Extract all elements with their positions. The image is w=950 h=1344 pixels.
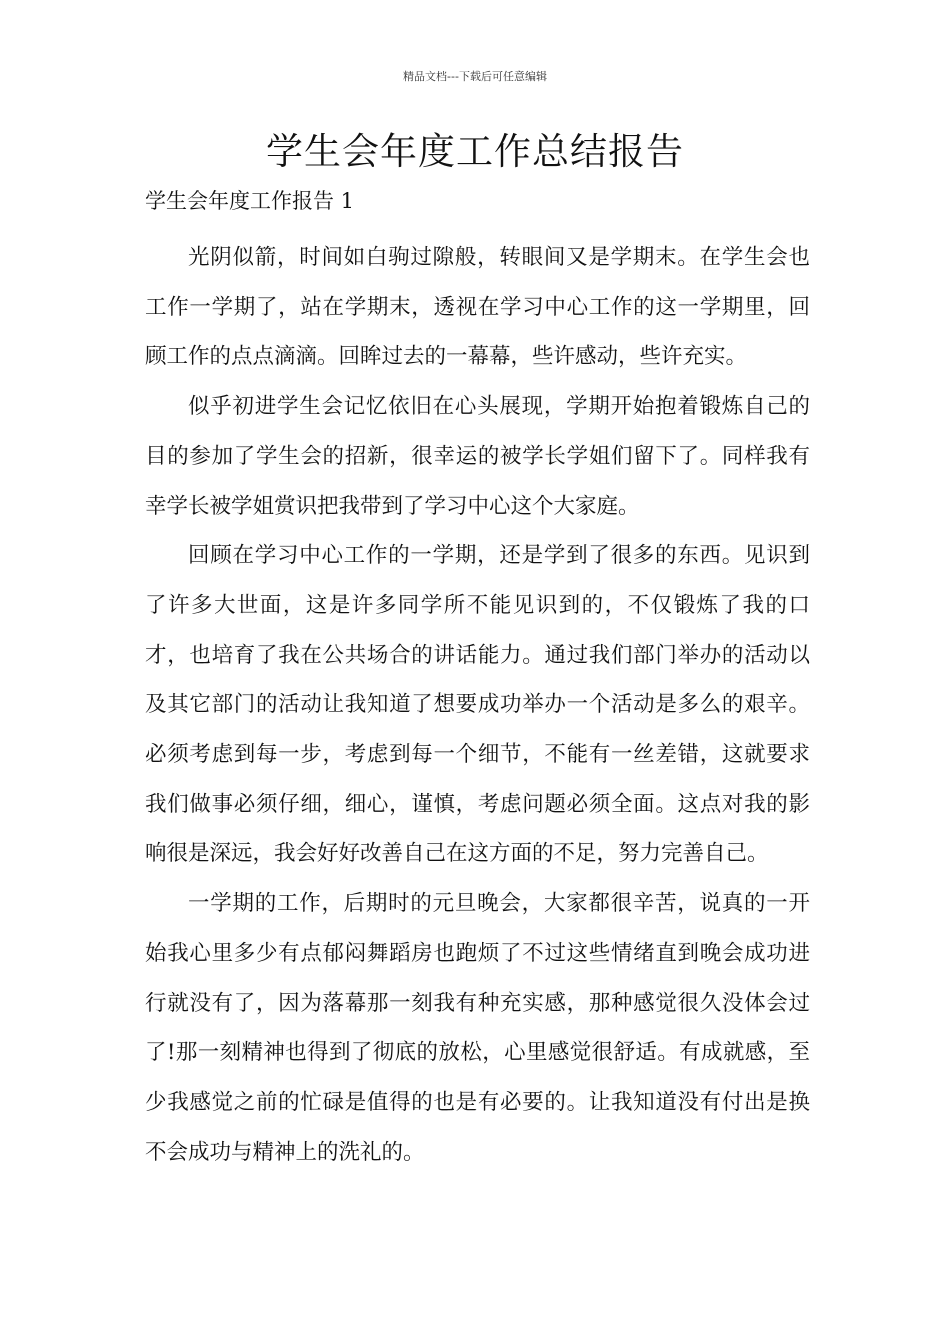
paragraph: 回顾在学习中心工作的一学期，还是学到了很多的东西。见识到了许多大世面，这是许多同学所不能见识到的，不仅锻炼了我的口才，也培育了我在公共场合的讲话能力。通过我们部门举办的活动以及其它部门的活动让我知道了想要成功举办一个活动是多么的艰辛。必须考虑到每一步，考虑到每一个细节，不能有一丝差错，这就要求我们做事必须仔细，细心，谨慎，考虑问题必须全面。这点对我的影响很是深远，我会好好改善自己在这方面的不足，努力完善自己。 — [145, 543, 810, 867]
paragraph: 一学期的工作，后期时的元旦晚会，大家都很辛苦，说真的一开始我心里多少有点郁闷舞蹈房也跑烦了不过这些情绪直到晚会成功进行就没有了，因为落幕那一刻我有种充实感，那种感觉很久没体会过了!那一刻精神也得到了彻底的放松，心里感觉很舒适。有成就感，至少我感觉之前的忙碌是值得的也是有必要的。让我知道没有付出是换不会成功与精神上的洗礼的。 — [145, 891, 810, 1165]
section-subheading: 学生会年度工作报告 1 — [145, 189, 355, 213]
document-body — [145, 233, 810, 1177]
paragraph: 似乎初进学生会记忆依旧在心头展现，学期开始抱着锻炼自己的目的参加了学生会的招新，很幸运的被学长学姐们留下了。同样我有幸学长被学姐赏识把我带到了学习中心这个大家庭。 — [145, 394, 810, 519]
paragraph: 光阴似箭，时间如白驹过隙般，转眼间又是学期末。在学生会也工作一学期了，站在学期末，透视在学习中心工作的这一学期里，回顾工作的点点滴滴。回眸过去的一幕幕，些许感动，些许充实。 — [145, 245, 810, 370]
header-note: 精品文档---下载后可任意编辑 — [403, 70, 547, 83]
document-title: 学生会年度工作总结报告 — [266, 130, 684, 173]
